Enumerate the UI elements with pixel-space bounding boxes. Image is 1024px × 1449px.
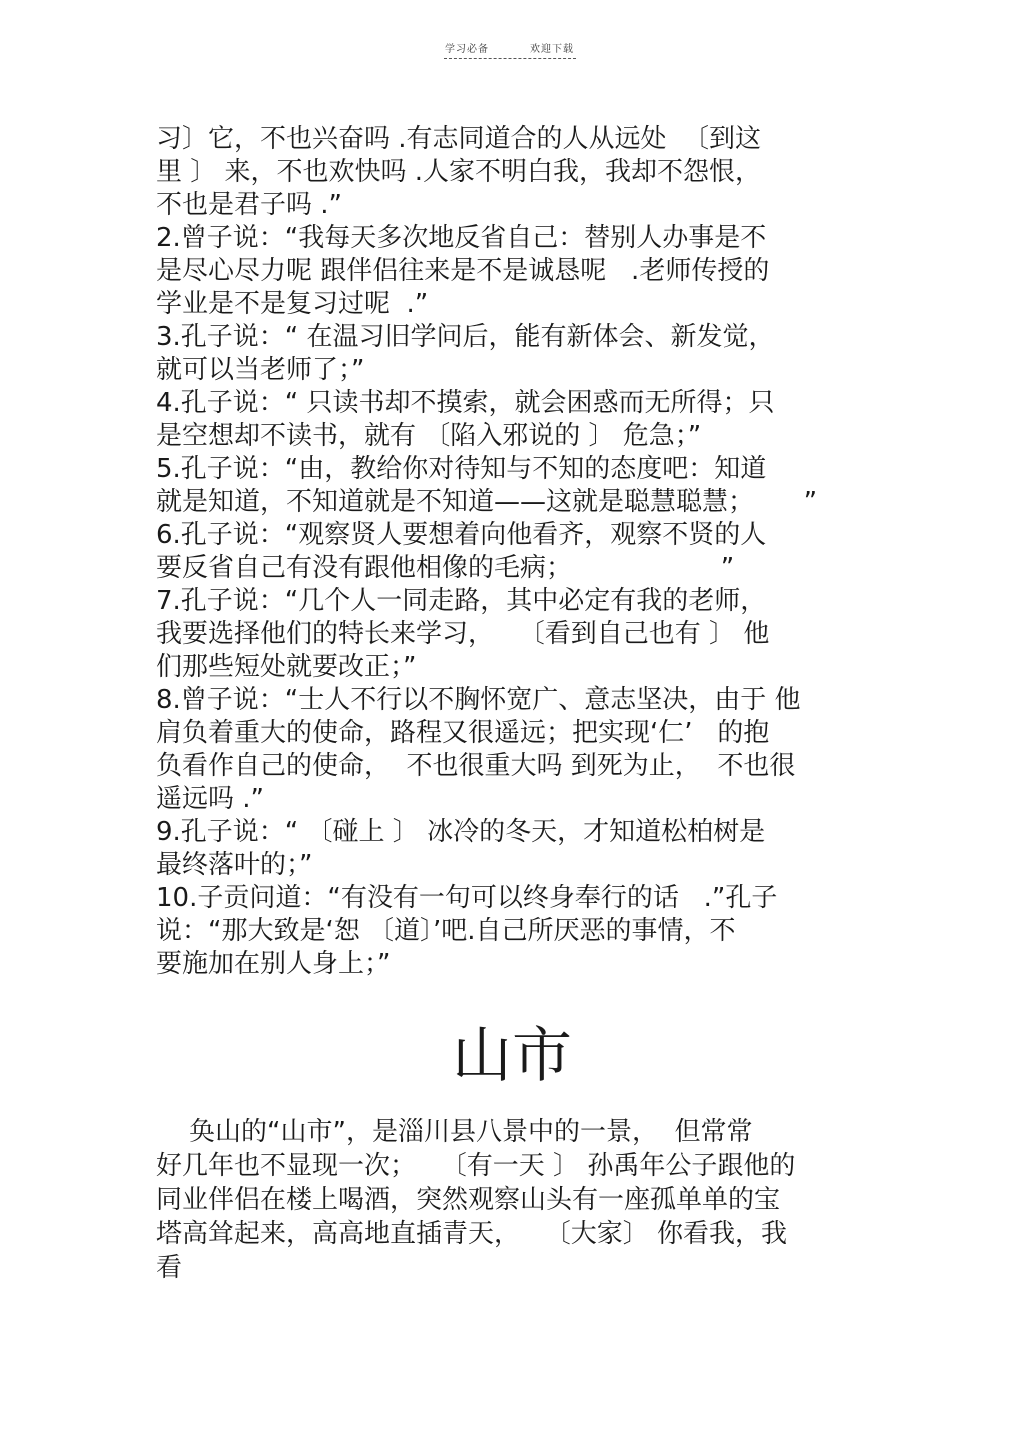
- mountain-market-story: [156, 1115, 868, 1285]
- text-line: 肩负着重大的使命，路程又很遥远；把实现‘仁’ 的抱: [156, 718, 770, 748]
- text-line: 习〕它，不也兴奋吗 .有志同道合的人从远处 〔到这: [156, 124, 762, 154]
- story-line: 同业伴侣在楼上喝酒，突然观察山头有一座孤单单的宝: [156, 1185, 781, 1215]
- page-header: [0, 38, 1024, 68]
- text-line: 是空想却不读书，就有 〔陷入邪说的 〕 危急；”: [156, 421, 702, 451]
- text-line: 要反省自己有没有跟他相像的毛病； ”: [156, 553, 735, 583]
- text-line: 就是知道，不知道就是不知道——这就是聪慧聪慧； ”: [156, 487, 818, 517]
- text-line: 8.曾子说：“士人不行以不胸怀宽广、意志坚决，由于 他: [156, 685, 801, 715]
- text-line: 9.孔子说：“ 〔碰上 〕 冰冷的冬天，才知道松柏树是: [156, 817, 766, 847]
- text-line: 是尽心尽力呢 跟伴侣往来是不是诚恳呢 .老师传授的: [156, 256, 770, 286]
- text-line: 要施加在别人身上；”: [156, 949, 391, 979]
- story-line: 好几年也不显现一次； 〔有一天 〕 孙禹年公子跟他的: [156, 1151, 796, 1181]
- text-line: 说：“那大致是‘恕 〔道〕’吧.自己所厌恶的事情，不: [156, 916, 736, 946]
- text-line: 学业是不是复习过呢 .”: [156, 289, 429, 319]
- text-line: 4.孔子说：“ 只读书却不摸索，就会困惑而无所得；只: [156, 388, 775, 418]
- text-line: 们那些短处就要改正；”: [156, 652, 417, 682]
- analects-translation: [156, 123, 868, 981]
- text-line: 10.子贡问道：“有没有一句可以终身奉行的话 .”孔子: [156, 883, 778, 913]
- header-right-text: 欢迎下载: [530, 44, 574, 55]
- text-line: 6.孔子说：“观察贤人要想着向他看齐，观察不贤的人: [156, 520, 767, 550]
- story-line: 奂山的“山市”，是淄川县八景中的一景， 但常常: [156, 1117, 753, 1147]
- text-line: 就可以当老师了；”: [156, 355, 365, 385]
- header-left-text: 学习必备: [445, 44, 489, 55]
- story-line: 塔高耸起来，高高地直插青天， 〔大家〕 你看我，我: [156, 1219, 788, 1249]
- text-line: 5.孔子说：“由，教给你对待知与不知的态度吧：知道: [156, 454, 767, 484]
- header-divider: [444, 58, 576, 59]
- text-line: 最终落叶的；”: [156, 850, 313, 880]
- story-line: 看: [156, 1253, 183, 1283]
- text-line: 不也是君子吗 .”: [156, 190, 342, 220]
- section-title: 山市: [452, 1021, 572, 1091]
- text-line: 我要选择他们的特长来学习， 〔看到自己也有 〕 他: [156, 619, 770, 649]
- text-line: 里 〕 来，不也欢快吗 .人家不明白我，我却不怨恨，: [156, 157, 762, 187]
- text-line: 7.孔子说：“几个人一同走路，其中必定有我的老师，: [156, 586, 767, 616]
- text-line: 3.孔子说：“ 在温习旧学问后，能有新体会、新发觉，: [156, 322, 775, 352]
- text-line: 2.曾子说：“我每天多次地反省自己：替别人办事是不: [156, 223, 767, 253]
- text-line: 负看作自己的使命， 不也很重大吗 到死为止， 不也很: [156, 751, 796, 781]
- text-line: 遥远吗 .”: [156, 784, 264, 814]
